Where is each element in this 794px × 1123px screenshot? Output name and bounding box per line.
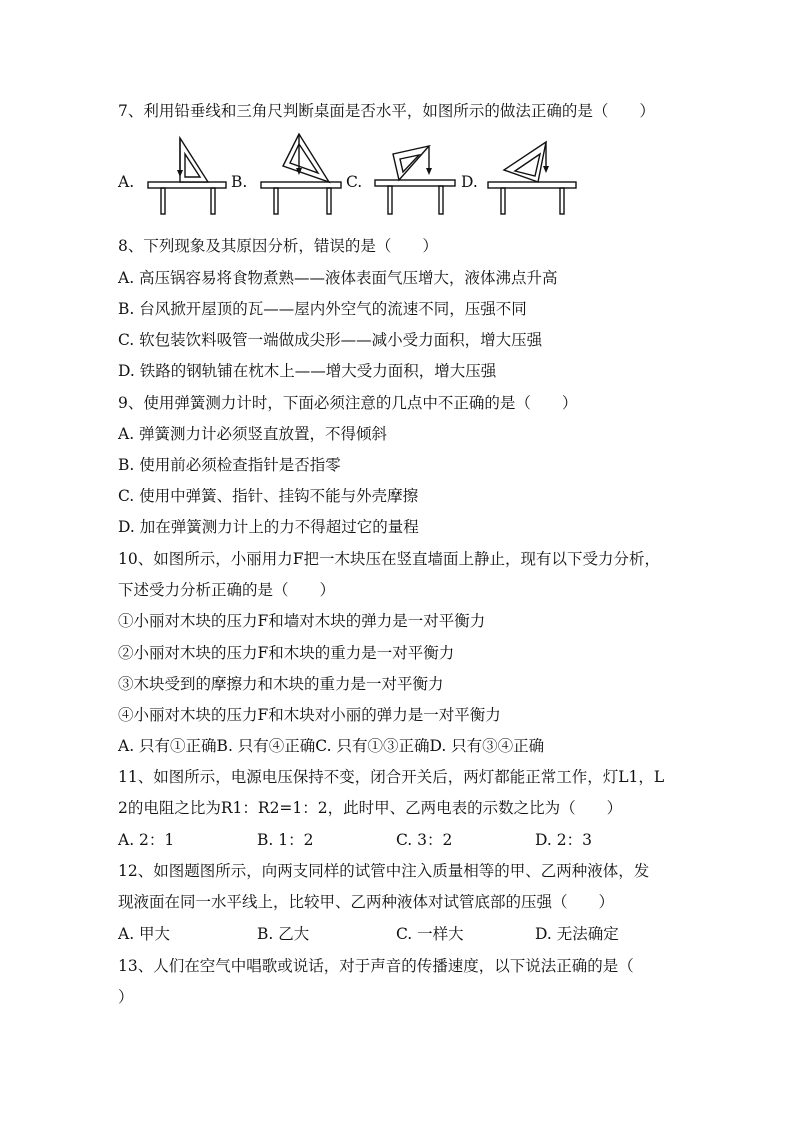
- q11-option-b: B. 1：2: [257, 831, 314, 849]
- figure-d-set-square: [504, 142, 546, 182]
- figure-a-table: [148, 182, 226, 214]
- q13-stem-line-2: ）: [118, 988, 134, 1006]
- q11-option-a: A. 2：1: [118, 831, 175, 849]
- q8-option-a: A. 高压锅容易将食物煮熟——液体表面气压增大，液体沸点升高: [118, 269, 558, 287]
- q7-option-d-label: D.: [461, 173, 478, 191]
- q9-option-d: D. 加在弹簧测力计上的力不得超过它的量程: [118, 518, 419, 536]
- q10-stem-line-1: 10、如图所示，小丽用力F把一木块压在竖直墙面上静止，现有以下受力分析，: [118, 550, 660, 568]
- q12-option-c: C. 一样大: [396, 925, 464, 943]
- q9-option-c: C. 使用中弹簧、指针、挂钩不能与外壳摩擦: [118, 487, 419, 505]
- q7-option-c-label: C.: [346, 173, 363, 191]
- q8-option-c: C. 软包装饮料吸管一端做成尖形——减小受力面积，增大压强: [118, 331, 543, 349]
- q11-stem-line-2: 2的电阻之比为R1：R2=1：2，此时甲、乙两电表的示数之比为（ ）: [118, 799, 623, 817]
- q7-option-b-label: B.: [231, 173, 248, 191]
- q12-option-b: B. 乙大: [257, 925, 310, 943]
- figure-d-table-set-square: [486, 130, 578, 220]
- q9-option-a: A. 弹簧测力计必须竖直放置，不得倾斜: [118, 425, 388, 443]
- figure-a-table-set-square: [146, 130, 228, 220]
- q8-option-d: D. 铁路的钢轨铺在枕木上——增大受力面积，增大压强: [118, 362, 497, 380]
- figure-b-table-set-square: [259, 130, 343, 220]
- figure-c-table: [375, 180, 455, 214]
- q12-stem-line-1: 12、如图题图所示，向两支同样的试管中注入质量相等的甲、乙两种液体，发: [118, 862, 650, 880]
- q10-statement-3: ③木块受到的摩擦力和木块的重力是一对平衡力: [118, 675, 444, 693]
- q12-stem-line-2: 现液面在同一水平线上，比较甲、乙两种液体对试管底部的压强（ ）: [118, 893, 615, 911]
- q12-option-a: A. 甲大: [118, 925, 171, 943]
- q10-options: A. 只有①正确B. 只有④正确C. 只有①③正确D. 只有③④正确: [118, 737, 545, 755]
- q12-option-d: D. 无法确定: [535, 925, 619, 943]
- figure-a-set-square: [180, 138, 208, 182]
- q11-stem-line-1: 11、如图所示，电源电压保持不变，闭合开关后，两灯都能正常工作，灯L1，L: [118, 768, 665, 786]
- q9-option-b: B. 使用前必须检查指针是否指零: [118, 456, 341, 474]
- q8-option-b: B. 台风掀开屋顶的瓦——屋内外空气的流速不同，压强不同: [118, 300, 527, 318]
- q11-option-d: D. 2：3: [535, 831, 592, 849]
- q11-option-c: C. 3：2: [396, 831, 453, 849]
- q10-stem-line-2: 下述受力分析正确的是（ ）: [118, 581, 336, 599]
- q7-option-a-label: A.: [118, 173, 135, 191]
- figure-c-plumb-line: [426, 146, 432, 175]
- q7-stem: 7、利用铅垂线和三角尺判断桌面是否水平，如图所示的做法正确的是（ ）: [118, 102, 655, 120]
- q10-statement-1: ①小丽对木块的压力F和墙对木块的弹力是一对平衡力: [118, 612, 486, 630]
- figure-b-table: [261, 182, 341, 214]
- q9-stem: 9、使用弹簧测力计时，下面必须注意的几点中不正确的是（ ）: [118, 394, 578, 412]
- q8-stem: 8、下列现象及其原因分析，错误的是（ ）: [118, 237, 438, 255]
- q10-statement-4: ④小丽对木块的压力F和木块对小丽的弹力是一对平衡力: [118, 706, 501, 724]
- figure-d-table: [488, 182, 576, 214]
- q10-statement-2: ②小丽对木块的压力F和木块的重力是一对平衡力: [118, 644, 455, 662]
- q13-stem-line-1: 13、人们在空气中唱歌或说话，对于声音的传播速度，以下说法正确的是（: [118, 957, 634, 975]
- figure-b-set-square: [283, 134, 329, 182]
- figure-c-table-set-square: [373, 130, 458, 220]
- q7-figures: [118, 130, 678, 225]
- figure-c-set-square: [393, 146, 429, 180]
